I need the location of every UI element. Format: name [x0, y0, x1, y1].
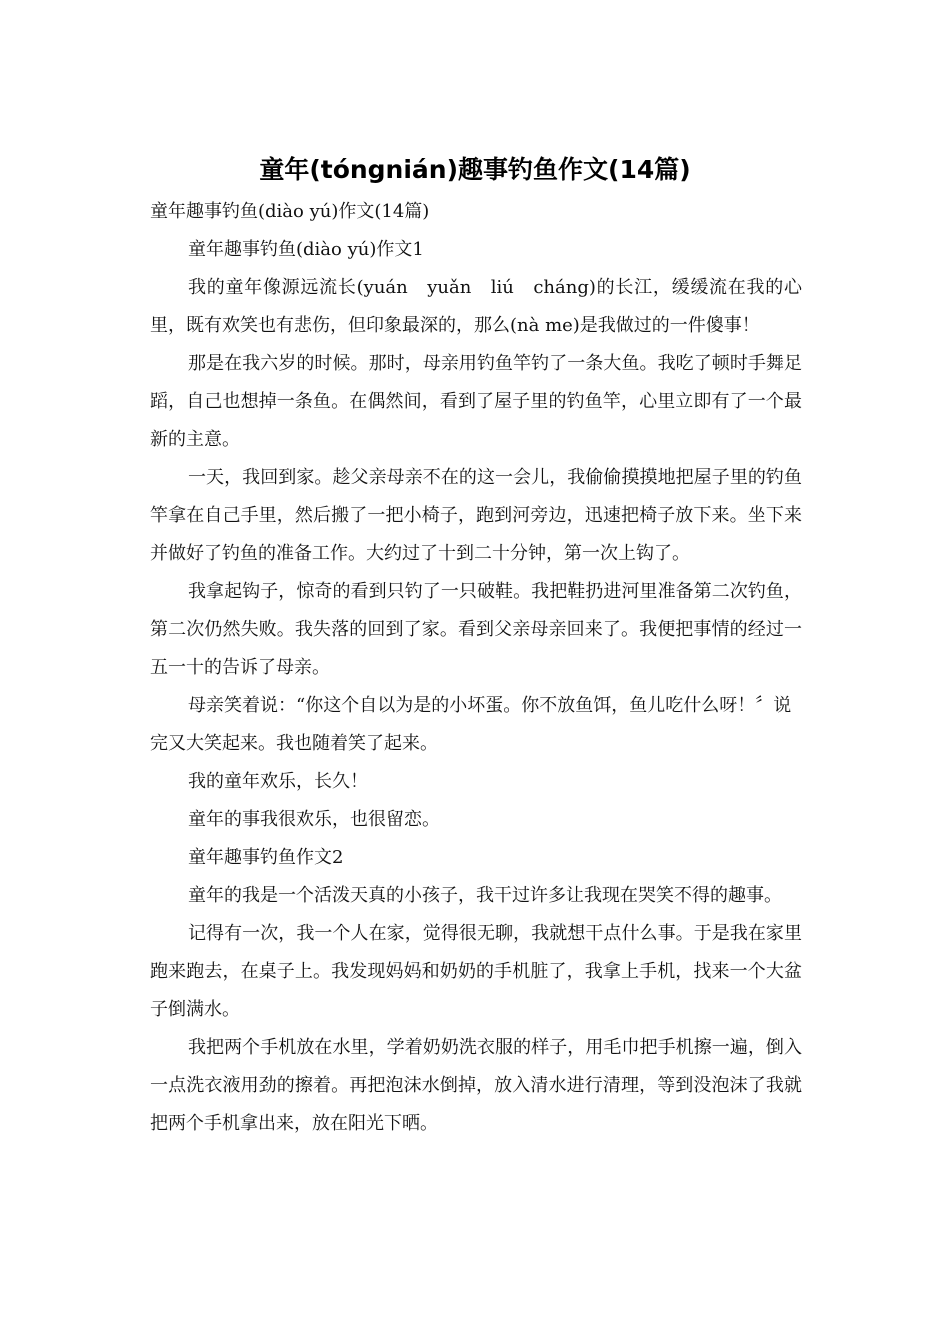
document-body [150, 193, 802, 1143]
document-title: 童年(tóngnián)趣事钓鱼作文(14篇) [259, 155, 691, 184]
paragraph: 我的童年像源远流长(yuán yuǎn liú cháng)的长江，缓缓流在我的心里，既有欢笑也有悲伤，但印象最深的，那么(nà me)是我做过的一件傻事！ [150, 277, 802, 336]
paragraph: 我的童年欢乐，长久！ [188, 771, 368, 792]
paragraph: 童年的事我很欢乐，也很留恋。 [188, 809, 440, 830]
essay-heading: 童年趣事钓鱼(diào yú)作文1 [188, 239, 424, 260]
paragraph: 童年的我是一个活泼天真的小孩子，我干过许多让我现在哭笑不得的趣事。 [188, 885, 782, 906]
essay-heading: 童年趣事钓鱼作文2 [188, 847, 344, 868]
paragraph: 我拿起钩子，惊奇的看到只钓了一只破鞋。我把鞋扔进河里准备第二次钓鱼，第二次仍然失败。我失落的回到了家。看到父亲母亲回来了。我便把事情的经过一五一十的告诉了母亲。 [150, 581, 802, 678]
paragraph: 一天，我回到家。趁父亲母亲不在的这一会儿，我偷偷摸摸地把屋子里的钓鱼竿拿在自己手里，然后搬了一把小椅子，跑到河旁边，迅速把椅子放下来。坐下来并做好了钓鱼的准备工作。大约过了十到二十分钟，第一次上钩了。 [150, 467, 802, 564]
subtitle-line: 童年趣事钓鱼(diào yú)作文(14篇) [150, 201, 430, 222]
paragraph: 记得有一次，我一个人在家，觉得很无聊，我就想干点什么事。于是我在家里跑来跑去，在桌子上。我发现妈妈和奶奶的手机脏了，我拿上手机，找来一个大盆子倒满水。 [150, 923, 802, 1020]
paragraph: 我把两个手机放在水里，学着奶奶洗衣服的样子，用毛巾把手机擦一遍，倒入一点洗衣液用劲的擦着。再把泡沫水倒掉，放入清水进行清理，等到没泡沫了我就把两个手机拿出来，放在阳光下晒。 [150, 1037, 802, 1134]
paragraph: 那是在我六岁的时候。那时，母亲用钓鱼竿钓了一条大鱼。我吃了顿时手舞足蹈，自己也想掉一条鱼。在偶然间，看到了屋子里的钓鱼竿，心里立即有了一个最新的主意。 [150, 353, 802, 450]
paragraph: 母亲笑着说：“你这个自以为是的小坏蛋。你不放鱼饵，鱼儿吃什么呀！〞说完又大笑起来。我也随着笑了起来。 [150, 695, 792, 754]
